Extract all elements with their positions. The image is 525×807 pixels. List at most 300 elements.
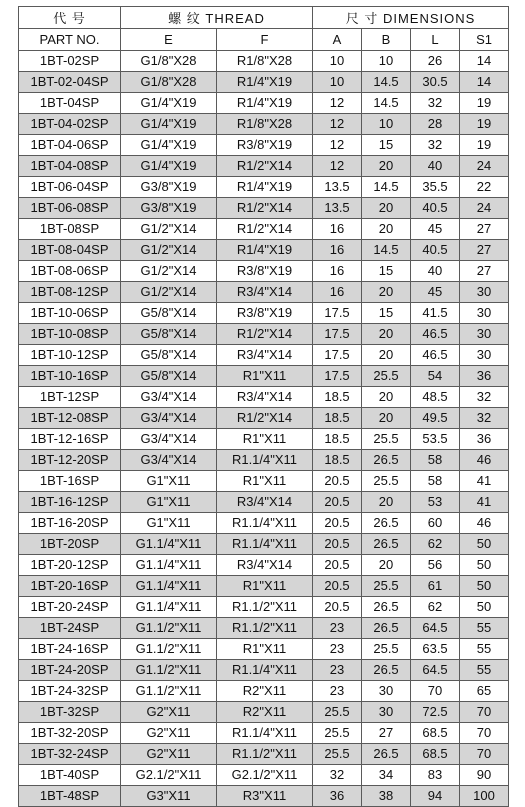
dim-s1-cell: 55 [460,660,509,681]
thread-e-cell: G1/4"X19 [121,114,217,135]
dim-s1-cell: 70 [460,702,509,723]
table-row [19,198,509,219]
thread-e-cell: G1/8"X28 [121,72,217,93]
dim-a-cell: 20.5 [313,597,362,618]
dim-l-cell: 63.5 [411,639,460,660]
dim-a-cell: 25.5 [313,723,362,744]
thread-e-cell: G1/2"X14 [121,240,217,261]
thread-e-cell: G5/8"X14 [121,303,217,324]
dim-b-cell: 15 [362,303,411,324]
dim-s1-cell: 14 [460,72,509,93]
part-no-cell: 1BT-24-32SP [19,681,121,702]
table-row [19,576,509,597]
dim-b-cell: 15 [362,135,411,156]
dim-l-cell: 53.5 [411,429,460,450]
dim-l-cell: 48.5 [411,387,460,408]
part-no-cell: 1BT-20SP [19,534,121,555]
dim-b-cell: 30 [362,681,411,702]
dim-s1-cell: 65 [460,681,509,702]
dim-b-cell: 20 [362,156,411,177]
dim-b-cell: 38 [362,786,411,807]
dim-b-cell: 20 [362,219,411,240]
dim-s1-cell: 32 [460,408,509,429]
thread-f-cell: R3/4"X14 [217,555,313,576]
thread-e-cell: G2"X11 [121,702,217,723]
dim-b-cell: 25.5 [362,576,411,597]
part-no-cell: 1BT-16SP [19,471,121,492]
dim-b-cell: 25.5 [362,639,411,660]
thread-f-cell: R1/2"X14 [217,198,313,219]
part-spec-table [18,6,509,807]
table-row [19,492,509,513]
dim-s1-cell: 50 [460,534,509,555]
thread-e-cell: G1.1/4"X11 [121,555,217,576]
thread-f-cell: R1"X11 [217,366,313,387]
table-row [19,345,509,366]
table-row [19,639,509,660]
table-row [19,555,509,576]
dim-l-cell: 32 [411,135,460,156]
dim-s1-cell: 90 [460,765,509,786]
part-no-cell: 1BT-32-20SP [19,723,121,744]
header-row-columns [19,29,509,51]
dim-l-cell: 26 [411,51,460,72]
dim-s1-cell: 46 [460,450,509,471]
dim-a-cell: 23 [313,639,362,660]
dim-l-cell: 94 [411,786,460,807]
thread-f-cell: R3/4"X14 [217,282,313,303]
dim-l-cell: 53 [411,492,460,513]
thread-f-cell: R1/8"X28 [217,114,313,135]
part-no-cell: 1BT-08SP [19,219,121,240]
dim-a-cell: 23 [313,618,362,639]
thread-f-cell: R1/4"X19 [217,240,313,261]
table-row [19,240,509,261]
thread-e-cell: G1.1/2"X11 [121,681,217,702]
thread-e-cell: G2.1/2"X11 [121,765,217,786]
part-no-cell: 1BT-04-02SP [19,114,121,135]
code-header: 代 号 [19,7,121,29]
l-header: L [411,29,460,51]
table-row [19,72,509,93]
table-row [19,534,509,555]
dim-a-cell: 13.5 [313,177,362,198]
table-row [19,51,509,72]
s1-header: S1 [460,29,509,51]
dim-a-cell: 17.5 [313,303,362,324]
dim-a-cell: 32 [313,765,362,786]
dim-l-cell: 40.5 [411,198,460,219]
dim-a-cell: 20.5 [313,576,362,597]
dim-s1-cell: 36 [460,429,509,450]
part-no-cell: 1BT-32SP [19,702,121,723]
table-row [19,93,509,114]
table-row [19,450,509,471]
thread-f-cell: R1.1/2"X11 [217,744,313,765]
dim-s1-cell: 55 [460,639,509,660]
table-row [19,324,509,345]
table-row [19,660,509,681]
thread-e-cell: G1.1/2"X11 [121,639,217,660]
dim-l-cell: 62 [411,534,460,555]
dim-a-cell: 10 [313,72,362,93]
part-no-cell: 1BT-04-08SP [19,156,121,177]
dim-a-cell: 36 [313,786,362,807]
part-no-cell: 1BT-04-06SP [19,135,121,156]
dim-l-cell: 49.5 [411,408,460,429]
dim-b-cell: 20 [362,282,411,303]
dim-b-cell: 10 [362,51,411,72]
dim-s1-cell: 19 [460,135,509,156]
thread-e-cell: G1/2"X14 [121,219,217,240]
table-row [19,135,509,156]
dim-b-cell: 14.5 [362,177,411,198]
table-row [19,366,509,387]
dim-s1-cell: 27 [460,219,509,240]
thread-f-cell: R1/8"X28 [217,51,313,72]
part-no-cell: 1BT-06-08SP [19,198,121,219]
part-no-header: PART NO. [19,29,121,51]
e-header: E [121,29,217,51]
thread-e-cell: G3/4"X14 [121,387,217,408]
table-row [19,429,509,450]
dim-l-cell: 58 [411,450,460,471]
dim-s1-cell: 22 [460,177,509,198]
dim-b-cell: 26.5 [362,744,411,765]
dim-a-cell: 23 [313,660,362,681]
thread-f-cell: R1"X11 [217,471,313,492]
dim-s1-cell: 27 [460,261,509,282]
dim-a-cell: 18.5 [313,429,362,450]
table-row [19,408,509,429]
thread-e-cell: G3/8"X19 [121,198,217,219]
table-row [19,219,509,240]
dim-s1-cell: 50 [460,597,509,618]
thread-f-cell: R3/8"X19 [217,261,313,282]
part-no-cell: 1BT-32-24SP [19,744,121,765]
f-header: F [217,29,313,51]
dim-l-cell: 83 [411,765,460,786]
thread-e-cell: G1"X11 [121,471,217,492]
dim-b-cell: 25.5 [362,366,411,387]
thread-f-cell: R3/8"X19 [217,303,313,324]
thread-f-cell: R3"X11 [217,786,313,807]
dim-s1-cell: 55 [460,618,509,639]
part-no-cell: 1BT-24SP [19,618,121,639]
dim-b-cell: 14.5 [362,72,411,93]
table-row [19,282,509,303]
thread-e-cell: G5/8"X14 [121,366,217,387]
b-header: B [362,29,411,51]
thread-f-cell: R1/4"X19 [217,72,313,93]
thread-e-cell: G1.1/2"X11 [121,660,217,681]
table-row [19,471,509,492]
dim-b-cell: 26.5 [362,660,411,681]
table-row [19,387,509,408]
dim-b-cell: 20 [362,324,411,345]
dim-a-cell: 12 [313,93,362,114]
thread-f-cell: R3/4"X14 [217,492,313,513]
dim-s1-cell: 36 [460,366,509,387]
dim-l-cell: 46.5 [411,324,460,345]
part-no-cell: 1BT-16-12SP [19,492,121,513]
thread-f-cell: R1.1/4"X11 [217,513,313,534]
dim-a-cell: 20.5 [313,513,362,534]
table-row [19,303,509,324]
dim-s1-cell: 27 [460,240,509,261]
dim-a-cell: 25.5 [313,702,362,723]
dim-a-cell: 16 [313,219,362,240]
dim-a-cell: 18.5 [313,408,362,429]
thread-e-cell: G1/2"X14 [121,282,217,303]
dim-b-cell: 14.5 [362,93,411,114]
dim-s1-cell: 19 [460,114,509,135]
thread-f-cell: R1"X11 [217,429,313,450]
thread-e-cell: G1/8"X28 [121,51,217,72]
thread-e-cell: G2"X11 [121,723,217,744]
header-row-top [19,7,509,29]
dim-b-cell: 10 [362,114,411,135]
dim-l-cell: 32 [411,93,460,114]
thread-e-cell: G3"X11 [121,786,217,807]
dim-a-cell: 16 [313,240,362,261]
table-row [19,177,509,198]
thread-f-cell: R2"X11 [217,702,313,723]
thread-e-cell: G1"X11 [121,513,217,534]
dimensions-header: 尺 寸 DIMENSIONS [313,7,509,29]
dim-a-cell: 25.5 [313,744,362,765]
spec-table-container [18,6,508,807]
part-no-cell: 1BT-10-16SP [19,366,121,387]
dim-b-cell: 20 [362,198,411,219]
dim-s1-cell: 30 [460,282,509,303]
part-no-cell: 1BT-20-16SP [19,576,121,597]
thread-f-cell: R1.1/4"X11 [217,450,313,471]
table-row [19,681,509,702]
dim-s1-cell: 19 [460,93,509,114]
thread-f-cell: R1.1/4"X11 [217,660,313,681]
dim-b-cell: 25.5 [362,429,411,450]
dim-l-cell: 40 [411,156,460,177]
table-row [19,702,509,723]
table-row [19,114,509,135]
dim-a-cell: 16 [313,261,362,282]
dim-l-cell: 35.5 [411,177,460,198]
part-no-cell: 1BT-10-06SP [19,303,121,324]
table-row [19,597,509,618]
part-no-cell: 1BT-02-04SP [19,72,121,93]
dim-a-cell: 10 [313,51,362,72]
thread-e-cell: G5/8"X14 [121,345,217,366]
thread-e-cell: G1/4"X19 [121,93,217,114]
table-row [19,156,509,177]
dim-a-cell: 16 [313,282,362,303]
dim-s1-cell: 30 [460,345,509,366]
dim-l-cell: 70 [411,681,460,702]
dim-l-cell: 45 [411,219,460,240]
dim-l-cell: 46.5 [411,345,460,366]
dim-b-cell: 14.5 [362,240,411,261]
thread-f-cell: R1.1/2"X11 [217,597,313,618]
thread-f-cell: R1"X11 [217,639,313,660]
dim-l-cell: 58 [411,471,460,492]
part-no-cell: 1BT-06-04SP [19,177,121,198]
thread-e-cell: G3/4"X14 [121,450,217,471]
part-no-cell: 1BT-24-20SP [19,660,121,681]
part-no-cell: 1BT-12-08SP [19,408,121,429]
thread-f-cell: R1.1/4"X11 [217,534,313,555]
dim-s1-cell: 41 [460,492,509,513]
dim-s1-cell: 30 [460,324,509,345]
table-row [19,261,509,282]
thread-e-cell: G1.1/4"X11 [121,576,217,597]
dim-a-cell: 17.5 [313,366,362,387]
dim-l-cell: 54 [411,366,460,387]
thread-e-cell: G3/4"X14 [121,408,217,429]
table-row [19,618,509,639]
dim-a-cell: 20.5 [313,534,362,555]
thread-f-cell: R1.1/2"X11 [217,618,313,639]
dim-s1-cell: 30 [460,303,509,324]
dim-s1-cell: 70 [460,723,509,744]
thread-f-cell: R1.1/4"X11 [217,723,313,744]
dim-s1-cell: 32 [460,387,509,408]
thread-e-cell: G1/4"X19 [121,156,217,177]
part-no-cell: 1BT-08-04SP [19,240,121,261]
dim-b-cell: 20 [362,345,411,366]
dim-s1-cell: 24 [460,156,509,177]
thread-e-cell: G3/8"X19 [121,177,217,198]
table-row [19,786,509,807]
dim-b-cell: 20 [362,492,411,513]
part-no-cell: 1BT-12SP [19,387,121,408]
dim-a-cell: 17.5 [313,345,362,366]
dim-l-cell: 56 [411,555,460,576]
a-header: A [313,29,362,51]
dim-b-cell: 26.5 [362,618,411,639]
thread-f-cell: R1/4"X19 [217,93,313,114]
dim-a-cell: 12 [313,114,362,135]
thread-e-cell: G3/4"X14 [121,429,217,450]
dim-b-cell: 26.5 [362,513,411,534]
dim-a-cell: 18.5 [313,387,362,408]
dim-b-cell: 34 [362,765,411,786]
dim-b-cell: 26.5 [362,450,411,471]
thread-f-cell: R1"X11 [217,576,313,597]
table-row [19,723,509,744]
dim-b-cell: 30 [362,702,411,723]
thread-f-cell: R3/4"X14 [217,387,313,408]
thread-e-cell: G1/4"X19 [121,135,217,156]
thread-e-cell: G1.1/2"X11 [121,618,217,639]
dim-l-cell: 64.5 [411,618,460,639]
dim-l-cell: 61 [411,576,460,597]
dim-l-cell: 62 [411,597,460,618]
dim-l-cell: 30.5 [411,72,460,93]
dim-s1-cell: 14 [460,51,509,72]
dim-s1-cell: 100 [460,786,509,807]
table-row [19,765,509,786]
dim-s1-cell: 50 [460,576,509,597]
dim-a-cell: 12 [313,135,362,156]
part-no-cell: 1BT-12-16SP [19,429,121,450]
dim-a-cell: 17.5 [313,324,362,345]
dim-a-cell: 13.5 [313,198,362,219]
thread-f-cell: R1/4"X19 [217,177,313,198]
part-no-cell: 1BT-10-12SP [19,345,121,366]
dim-l-cell: 68.5 [411,744,460,765]
thread-e-cell: G5/8"X14 [121,324,217,345]
dim-a-cell: 20.5 [313,555,362,576]
dim-l-cell: 64.5 [411,660,460,681]
thread-f-cell: R2"X11 [217,681,313,702]
thread-f-cell: R1/2"X14 [217,408,313,429]
part-no-cell: 1BT-20-24SP [19,597,121,618]
part-no-cell: 1BT-40SP [19,765,121,786]
dim-b-cell: 27 [362,723,411,744]
table-body [19,51,509,807]
thread-e-cell: G1/2"X14 [121,261,217,282]
dim-b-cell: 20 [362,555,411,576]
dim-b-cell: 26.5 [362,534,411,555]
thread-f-cell: R1/2"X14 [217,324,313,345]
dim-s1-cell: 46 [460,513,509,534]
dim-l-cell: 60 [411,513,460,534]
part-no-cell: 1BT-10-08SP [19,324,121,345]
thread-header: 螺 纹 THREAD [121,7,313,29]
dim-s1-cell: 24 [460,198,509,219]
dim-l-cell: 72.5 [411,702,460,723]
part-no-cell: 1BT-08-12SP [19,282,121,303]
dim-l-cell: 45 [411,282,460,303]
dim-a-cell: 12 [313,156,362,177]
dim-b-cell: 20 [362,387,411,408]
dim-l-cell: 40 [411,261,460,282]
dim-a-cell: 23 [313,681,362,702]
part-no-cell: 1BT-16-20SP [19,513,121,534]
part-no-cell: 1BT-04SP [19,93,121,114]
part-no-cell: 1BT-24-16SP [19,639,121,660]
thread-e-cell: G1"X11 [121,492,217,513]
dim-l-cell: 41.5 [411,303,460,324]
dim-b-cell: 26.5 [362,597,411,618]
thread-f-cell: R3/4"X14 [217,345,313,366]
part-no-cell: 1BT-20-12SP [19,555,121,576]
dim-a-cell: 18.5 [313,450,362,471]
table-row [19,744,509,765]
part-no-cell: 1BT-12-20SP [19,450,121,471]
part-no-cell: 1BT-02SP [19,51,121,72]
dim-l-cell: 28 [411,114,460,135]
part-no-cell: 1BT-08-06SP [19,261,121,282]
table-header [19,7,509,51]
dim-s1-cell: 50 [460,555,509,576]
dim-s1-cell: 41 [460,471,509,492]
thread-e-cell: G1.1/4"X11 [121,534,217,555]
dim-l-cell: 68.5 [411,723,460,744]
thread-e-cell: G1.1/4"X11 [121,597,217,618]
dim-l-cell: 40.5 [411,240,460,261]
thread-e-cell: G2"X11 [121,744,217,765]
thread-f-cell: R1/2"X14 [217,156,313,177]
dim-a-cell: 20.5 [313,492,362,513]
dim-b-cell: 15 [362,261,411,282]
dim-b-cell: 20 [362,408,411,429]
dim-a-cell: 20.5 [313,471,362,492]
thread-f-cell: R3/8"X19 [217,135,313,156]
part-no-cell: 1BT-48SP [19,786,121,807]
dim-s1-cell: 70 [460,744,509,765]
